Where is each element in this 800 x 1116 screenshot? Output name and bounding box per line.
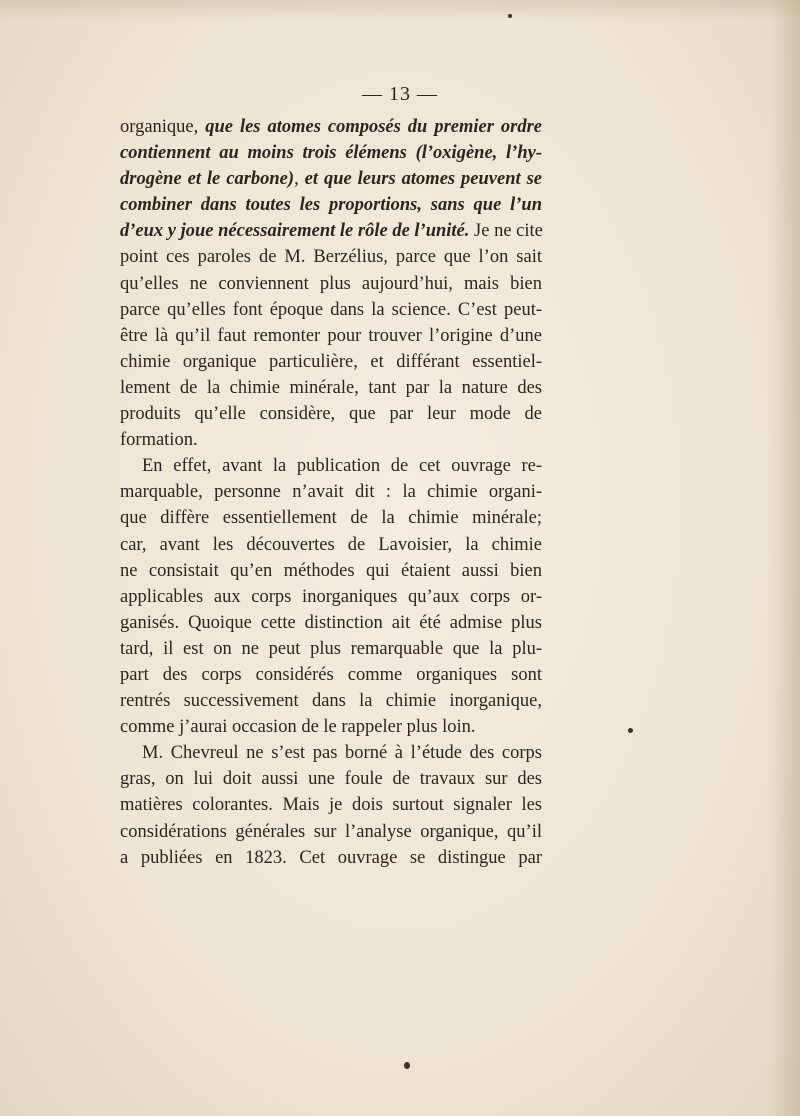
text-line xyxy=(120,845,542,871)
text-line xyxy=(120,271,542,297)
text-run: ganisés. Quoique cette distinction ait été admise plus xyxy=(120,612,542,633)
text-line xyxy=(120,688,542,714)
text-run: M. Chevreul ne s’est pas borné à l’étude des corps xyxy=(142,743,542,764)
text-run: Je ne cite xyxy=(469,221,543,242)
italic-run: d’eux y joue nécessairement le rôle de l’unité. xyxy=(120,221,470,242)
text-run: organique, xyxy=(120,117,206,137)
text-run: a publiées en 1823. Cet ouvrage se distingue par xyxy=(120,847,542,868)
text-run: parce qu’elles font époque dans la science. C’est peut- xyxy=(120,299,542,320)
text-run: part des corps considérés comme organiques sont xyxy=(120,664,542,685)
italic-run: que les atomes composés du premier ordre xyxy=(205,117,542,137)
text-run: rentrés successivement dans la chimie inorganique, xyxy=(120,691,542,712)
text-run: En effet, avant la publication de cet ouvrage re- xyxy=(142,456,542,477)
ink-speck xyxy=(628,728,633,733)
ink-speck xyxy=(404,1062,410,1069)
text-line xyxy=(120,479,542,505)
text-line xyxy=(120,297,542,323)
text-line xyxy=(120,740,542,766)
text-run: applicables aux corps inorganiques qu’aux corps or- xyxy=(120,586,542,607)
text-run: lement de la chimie minérale, tant par la nature des xyxy=(120,377,542,398)
text-line xyxy=(120,218,542,244)
text-run: chimie organique particulière, et différant essentiel- xyxy=(120,351,542,372)
text-run: que diffère essentiellement de la chimie minérale; xyxy=(120,508,542,529)
text-line xyxy=(120,532,542,558)
text-line xyxy=(120,244,542,270)
text-run: ne consistait qu’en méthodes qui étaient aussi bien xyxy=(120,560,542,581)
text-line xyxy=(120,636,542,662)
text-line xyxy=(120,349,542,375)
text-line xyxy=(120,166,542,192)
text-run: tard, il est on ne peut plus remarquable que la plu- xyxy=(120,638,542,659)
text-run: produits qu’elle considère, que par leur mode de xyxy=(120,404,542,425)
page-number: — 13 — xyxy=(362,83,438,105)
text-run: , xyxy=(294,169,305,190)
text-line xyxy=(120,714,542,740)
text-run: qu’elles ne conviennent plus aujourd’hui, mais bien xyxy=(120,273,542,294)
text-run: gras, on lui doit aussi une foule de travaux sur des xyxy=(120,769,542,790)
text-run: marquable, personne n’avait dit : la chimie organi- xyxy=(120,482,542,503)
text-run: considérations générales sur l’analyse organique, qu’il xyxy=(120,821,542,842)
text-run: formation. xyxy=(120,430,198,451)
text-run: point ces paroles de M. Berzélius, parce que l’on sait xyxy=(120,247,542,268)
text-line xyxy=(120,505,542,531)
text-line xyxy=(120,819,542,845)
text-line xyxy=(120,427,542,453)
text-line xyxy=(120,584,542,610)
italic-run: contiennent au moins trois élémens (l’oxigène, l’hy- xyxy=(120,143,542,164)
text-line xyxy=(120,792,542,818)
text-line xyxy=(120,453,542,479)
italic-run: drogène et le carbone) xyxy=(120,169,295,190)
text-line xyxy=(120,375,542,401)
text-run: matières colorantes. Mais je dois surtout signaler les xyxy=(120,795,542,816)
page-edge-shadow xyxy=(770,0,800,1116)
italic-run: combiner dans toutes les proportions, sans que l’un xyxy=(120,195,542,216)
text-line xyxy=(120,140,542,166)
italic-run: et que leurs atomes peuvent se xyxy=(304,169,543,190)
text-run: car, avant les découvertes de Lavoisier, la chimie xyxy=(120,534,542,555)
text-line xyxy=(120,192,542,218)
text-line xyxy=(120,610,542,636)
body-text xyxy=(120,114,542,871)
text-line xyxy=(120,766,542,792)
text-line xyxy=(120,323,542,349)
text-run: être là qu’il faut remonter pour trouver l’origine d’une xyxy=(120,325,542,346)
text-run: comme j’aurai occasion de le rappeler plus loin. xyxy=(120,717,476,738)
text-line xyxy=(120,401,542,427)
ink-speck xyxy=(508,14,512,18)
text-line xyxy=(120,662,542,688)
page-top-shadow xyxy=(0,0,800,20)
text-line xyxy=(120,558,542,584)
text-line xyxy=(120,114,542,140)
